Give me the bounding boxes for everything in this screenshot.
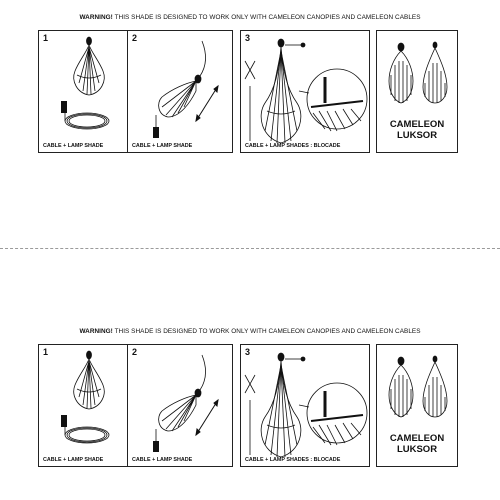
cut-line — [0, 248, 500, 249]
brand-name: CAMELEON — [389, 119, 445, 130]
step-caption: CABLE + LAMP SHADES : BLOCADE — [245, 143, 341, 149]
warning-line: WARNING! THIS SHADE IS DESIGNED TO WORK ONLY WITH CAMELEON CANOPIES AND CAMELEON CABLES — [79, 328, 421, 335]
socket-icon — [128, 31, 233, 153]
brand-model: LUKSOR — [396, 444, 438, 455]
step-number: 2 — [132, 33, 138, 43]
brand-panel — [376, 30, 458, 153]
brand-name: CAMELEON — [389, 433, 445, 444]
step-panel-3 — [240, 30, 370, 153]
brand-model: LUKSOR — [396, 130, 438, 141]
brand-panel — [376, 344, 458, 467]
socket-icon — [128, 345, 233, 467]
magnifier-detail-icon — [241, 345, 370, 467]
step-caption: CABLE + LAMP SHADE — [43, 457, 104, 463]
step-caption: CABLE + LAMP SHADES : BLOCADE — [245, 457, 341, 463]
step-caption: CABLE + LAMP SHADE — [132, 457, 193, 463]
step-number: 3 — [245, 347, 251, 357]
step-number: 1 — [43, 347, 49, 357]
magnifier-detail-icon — [241, 31, 370, 153]
step-caption: CABLE + LAMP SHADE — [132, 143, 193, 149]
step-panel-2 — [127, 30, 233, 153]
step-number: 2 — [132, 347, 138, 357]
warning-line: WARNING! THIS SHADE IS DESIGNED TO WORK ONLY WITH CAMELEON CANOPIES AND CAMELEON CABLES — [79, 14, 421, 21]
step-number: 1 — [43, 33, 49, 43]
step-caption: CABLE + LAMP SHADE — [43, 143, 104, 149]
step-panel-2 — [127, 344, 233, 467]
step-panel-3 — [240, 344, 370, 467]
step-number: 3 — [245, 33, 251, 43]
